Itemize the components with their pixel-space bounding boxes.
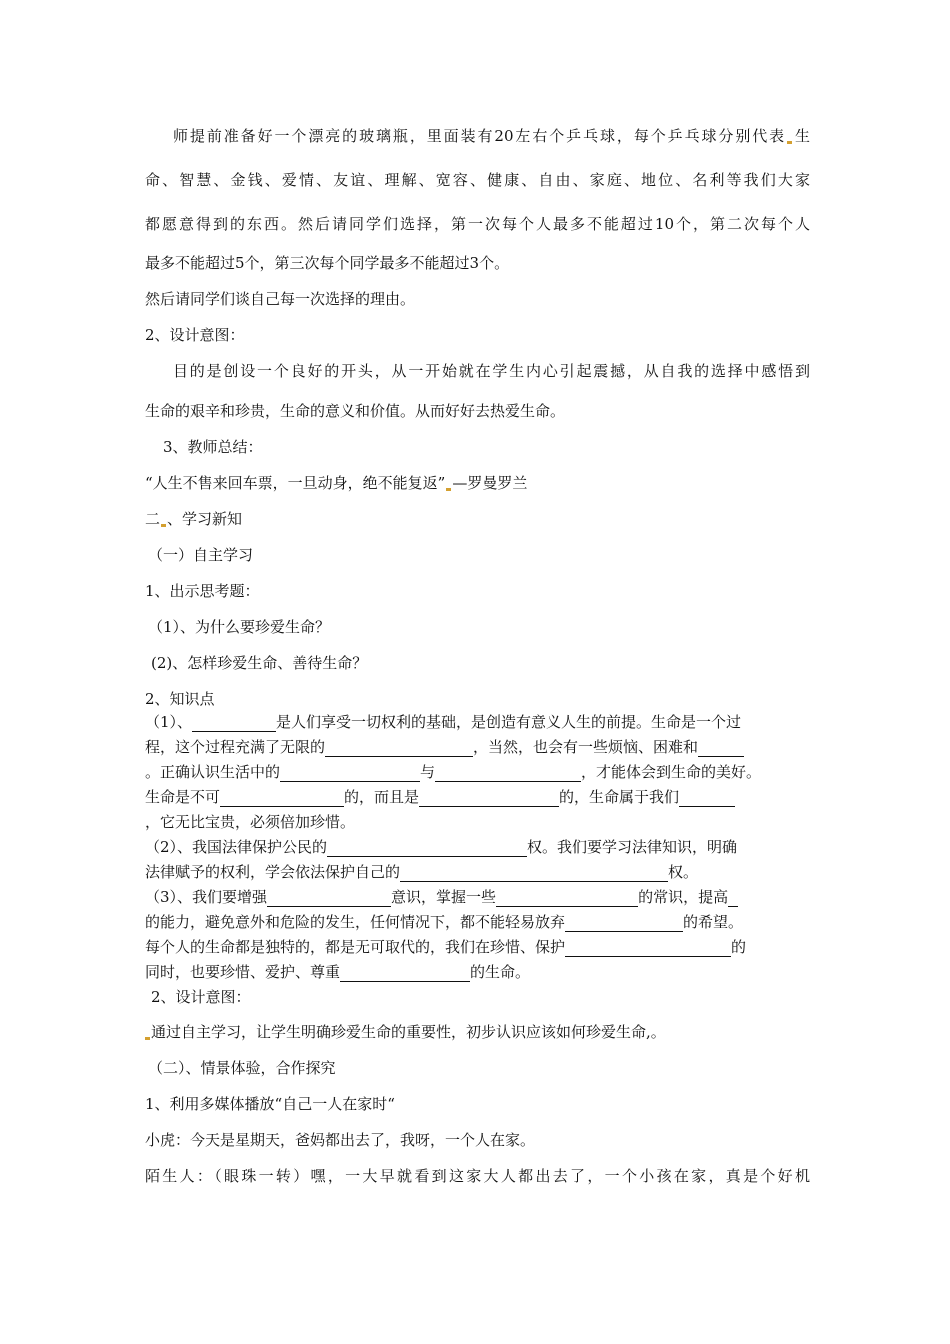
text: ，当然，也会有一些烦恼、困难和 <box>473 738 699 756</box>
play-line: 1、利用多媒体播放“自己一人在家时“ <box>145 1095 395 1113</box>
subsection-heading-2: （二）、情景体验，合作探究 <box>148 1059 336 1077</box>
knowledge-heading: 2、知识点 <box>145 690 215 708</box>
text: 的 <box>731 938 747 956</box>
text: 的，生命属于我们 <box>559 788 680 806</box>
text: 的能力，避免意外和危险的发生，任何情况下，都不能轻易放弃 <box>145 913 566 931</box>
fill-blank[interactable] <box>340 965 470 982</box>
text: 生命是不可 <box>145 788 221 806</box>
intro-line-4: 最多不能超过5个，第三次每个同学最多不能超过3个。 <box>145 254 510 272</box>
fill-blank[interactable] <box>267 890 391 907</box>
kp2-line-1 <box>145 837 810 857</box>
kp3-line-3 <box>145 937 810 957</box>
text: 的希望。 <box>683 913 744 931</box>
fill-blank[interactable] <box>280 765 420 782</box>
text: （1）、 <box>145 713 193 731</box>
kp3-line-2 <box>145 912 810 932</box>
kp3-line-4 <box>145 962 810 982</box>
design-line-2: 生命的艰辛和珍贵，生命的意义和价值。从而好好去热爱生命。 <box>145 402 566 420</box>
fill-blank[interactable] <box>419 790 559 807</box>
design2-line <box>145 1022 810 1042</box>
text: （2）、我国法律保护公民的 <box>145 838 328 856</box>
question-2: (2)、怎样珍爱生命、善待生命？ <box>151 654 368 672</box>
quote-text: “人生不售来回车票，一旦动身，绝不能复返” <box>145 474 446 492</box>
fill-blank[interactable] <box>728 890 738 907</box>
fill-blank[interactable] <box>325 740 473 757</box>
dialogue-tiger: 小虎：今天是星期天，爸妈都出去了，我呀，一个人在家。 <box>145 1131 536 1149</box>
text: 与 <box>420 763 436 781</box>
fill-blank[interactable] <box>565 915 683 932</box>
reason-line: 然后请同学们谈自己每一次选择的理由。 <box>145 290 416 308</box>
fill-blank[interactable] <box>679 790 735 807</box>
text: 权。 <box>668 863 699 881</box>
text: 的生命。 <box>470 963 531 981</box>
edit-mark <box>787 141 792 144</box>
summary-heading: 3、教师总结： <box>163 438 263 456</box>
kp1-line-1 <box>145 712 810 732</box>
text: 通过自主学习，让学生明确珍爱生命的重要性，初步认识应该如何珍爱生命,。 <box>151 1023 666 1041</box>
text: 同时，也要珍惜、爱护、尊重 <box>145 963 341 981</box>
text: 的常识，提高 <box>638 888 729 906</box>
text: ，才能体会到生命的美好。 <box>581 763 762 781</box>
fill-blank[interactable] <box>220 790 344 807</box>
intro-line-3: 都愿意得到的东西。然后请同学们选择，第一次每个人最多不能超过10个，第二次每个人 <box>145 215 810 233</box>
text: 是人们享受一切权利的基础，是创造有意义人生的前提。生命是一个过 <box>276 713 742 731</box>
text: 法律赋予的权利，学会依法保护自己的 <box>145 863 401 881</box>
fill-blank[interactable] <box>565 940 731 957</box>
subsection-heading-1: （一）自主学习 <box>148 546 254 564</box>
text: （3）、我们要增强 <box>145 888 268 906</box>
fill-blank[interactable] <box>192 715 276 732</box>
text: 权。我们要学习法律知识，明确 <box>527 838 738 856</box>
text: 二 <box>145 510 161 528</box>
edit-mark <box>446 488 451 491</box>
edit-mark <box>145 1037 150 1040</box>
kp1-line-3 <box>145 762 810 782</box>
text: 的，而且是 <box>344 788 420 806</box>
kp1-line-2 <box>145 737 810 757</box>
intro-line-2: 命、智慧、金钱、爱情、友谊、理解、宽容、健康、自由、家庭、地位、名利等我们大家 <box>145 171 810 189</box>
text: 生 <box>793 127 810 145</box>
fill-blank[interactable] <box>327 840 527 857</box>
text: 。正确认识生活中的 <box>145 763 281 781</box>
text: 意识，掌握一些 <box>391 888 497 906</box>
kp2-line-2 <box>145 862 810 882</box>
intro-line-1 <box>173 126 810 146</box>
edit-mark <box>161 524 166 527</box>
fill-blank[interactable] <box>435 765 581 782</box>
question-heading: 1、出示思考题： <box>145 582 260 600</box>
design2-heading: 2、设计意图： <box>151 988 251 1006</box>
fill-blank[interactable] <box>698 740 744 757</box>
kp1-line-4 <box>145 787 810 807</box>
kp1-line-5: ，它无比宝贵，必须倍加珍惜。 <box>145 813 356 831</box>
quote-line <box>145 473 810 493</box>
fill-blank[interactable] <box>496 890 638 907</box>
quote-author: —罗曼罗兰 <box>452 474 528 492</box>
text: 每个人的生命都是独特的，都是无可取代的，我们在珍惜、保护 <box>145 938 566 956</box>
text: 、学习新知 <box>167 510 243 528</box>
kp3-line-1 <box>145 887 810 907</box>
dialogue-stranger: 陌生人：（眼珠一转）嘿，一大早就看到这家大人都出去了，一个小孩在家，真是个好机 <box>145 1167 810 1185</box>
text: 程，这个过程充满了无限的 <box>145 738 326 756</box>
design-line-1: 目的是创设一个良好的开头，从一开始就在学生内心引起震撼，从自我的选择中感悟到 <box>173 362 810 380</box>
question-1: （1）、为什么要珍爱生命？ <box>148 618 331 636</box>
section-heading-2 <box>145 509 810 529</box>
fill-blank[interactable] <box>400 865 668 882</box>
design-heading: 2、设计意图： <box>145 326 245 344</box>
text: 师提前准备好一个漂亮的玻璃瓶，里面装有20左右个乒乓球，每个乒乓球分别代表 <box>173 127 787 145</box>
